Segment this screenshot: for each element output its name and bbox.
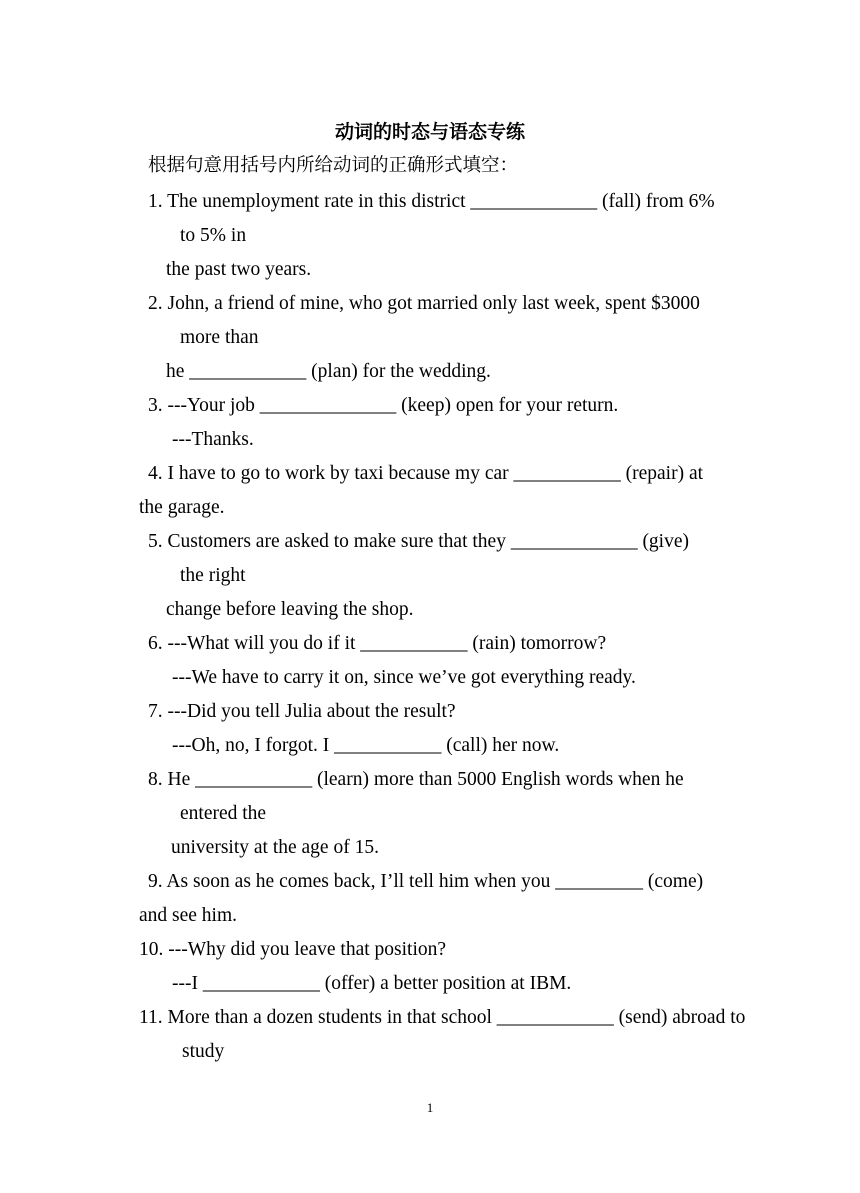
question-8-line-3: university at the age of 15. (171, 837, 379, 858)
question-5-line-3: change before leaving the shop. (166, 599, 414, 620)
question-7-line-1: 7. ---Did you tell Julia about the result? (148, 701, 456, 722)
question-8-line-1: 8. He ____________ (learn) more than 5000 English words when he (148, 769, 684, 790)
question-2-line-3: he ____________ (plan) for the wedding. (166, 361, 491, 382)
question-4-line-1: 4. I have to go to work by taxi because my car ___________ (repair) at (148, 463, 704, 484)
question-11-line-2: study (182, 1041, 225, 1062)
question-3-line-1: 3. ---Your job ______________ (keep) open for your return. (148, 395, 619, 416)
question-5-line-1: 5. Customers are asked to make sure that they _____________ (give) (148, 531, 690, 552)
document-title: 动词的时态与语态专练 (334, 121, 525, 143)
question-10-line-2: ---I ____________ (offer) a better position at IBM. (172, 973, 572, 994)
page-number: 1 (426, 1100, 434, 1115)
question-10-line-1: 10. ---Why did you leave that position? (139, 939, 447, 960)
question-7-line-2: ---Oh, no, I forgot. I ___________ (call) her now. (172, 735, 560, 756)
question-11-line-1: 11. More than a dozen students in that school ____________ (send) abroad to (139, 1007, 746, 1028)
question-9-line-1: 9. As soon as he comes back, I’ll tell him when you _________ (come) (148, 871, 704, 892)
question-2-line-1: 2. John, a friend of mine, who got married only last week, spent $3000 (148, 293, 700, 314)
question-4-line-2: the garage. (139, 497, 225, 518)
question-1-line-1: 1. The unemployment rate in this district _____________ (fall) from 6% (148, 191, 715, 212)
question-1-line-3: the past two years. (166, 259, 312, 280)
question-5-line-2: the right (180, 565, 246, 586)
question-9-line-2: and see him. (139, 905, 238, 926)
question-8-line-2: entered the (180, 803, 267, 824)
question-6-line-1: 6. ---What will you do if it ___________ (rain) tomorrow? (148, 633, 607, 654)
question-2-line-2: more than (180, 327, 259, 348)
question-1-line-2: to 5% in (180, 225, 247, 246)
instruction-text: 根据句意用括号内所给动词的正确形式填空： (148, 155, 519, 176)
question-3-line-2: ---Thanks. (172, 429, 254, 450)
question-6-line-2: ---We have to carry it on, since we’ve got everything ready. (172, 667, 636, 688)
